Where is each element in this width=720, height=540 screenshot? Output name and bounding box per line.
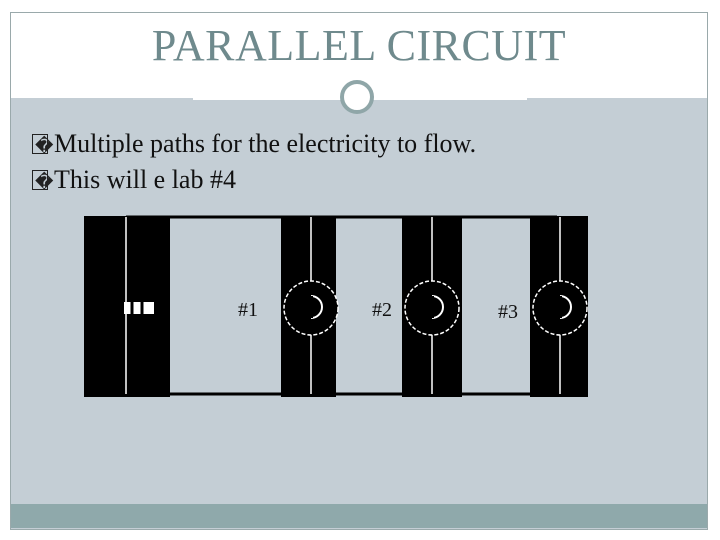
bullet-text: This will e lab #4 <box>54 165 236 194</box>
bullet-text: Multiple paths for the electricity to flow. <box>54 129 477 158</box>
title-circle-ornament <box>340 80 374 114</box>
footer-bar <box>11 504 707 528</box>
bullet-glyph-icon: � <box>32 170 48 190</box>
parallel-circuit-diagram <box>84 214 594 399</box>
bulb-icon <box>533 281 587 335</box>
bullet-item <box>32 162 476 198</box>
bulb-label: #2 <box>372 299 392 321</box>
bulb-icon <box>284 281 338 335</box>
bulb-label: #3 <box>498 301 518 323</box>
bullet-list <box>32 126 476 198</box>
bulb-label: #1 <box>238 299 258 321</box>
slide-title: PARALLEL CIRCUIT <box>151 21 567 70</box>
bulb-icon <box>405 281 459 335</box>
bullet-glyph-icon: � <box>32 134 48 154</box>
bullet-item <box>32 126 476 162</box>
